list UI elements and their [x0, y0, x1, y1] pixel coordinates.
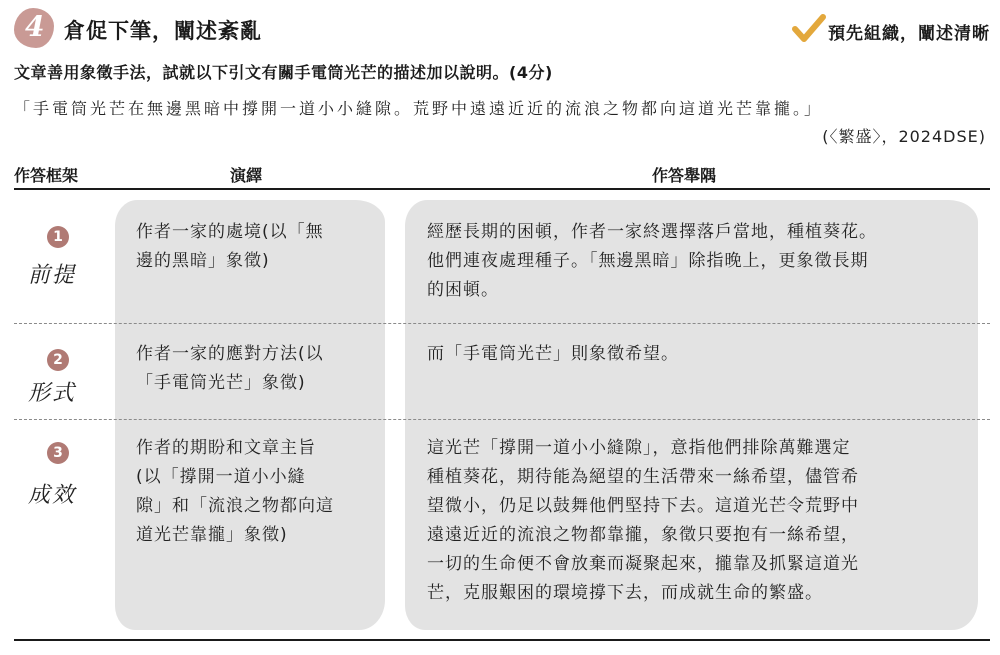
- deduction-cell: [136, 340, 324, 398]
- deduction-line: 作者一家的應對方法(以: [136, 344, 324, 364]
- example-line: 他們連夜處理種子。「無邊黑暗」除指晚上，更象徵長期: [427, 251, 869, 271]
- deduction-cell: [136, 218, 324, 276]
- row-divider: [14, 323, 990, 324]
- deduction-line: 「手電筒光芒」象徵): [136, 373, 306, 393]
- deduction-cell: [136, 434, 334, 550]
- example-line: 遠遠近近的流浪之物都靠攏，象徵只要抱有一絲希望，: [427, 525, 859, 545]
- example-cell: [427, 340, 679, 369]
- example-line: 芒，克服艱困的環境撐下去，而成就生命的繁盛。: [427, 583, 823, 603]
- row-label-premise: 前提: [28, 263, 77, 288]
- example-line: 經歷長期的困頓，作者一家終選擇落戶當地，種植葵花。: [427, 222, 877, 242]
- table-top-rule: [14, 188, 990, 190]
- section-title: 倉促下筆，闡述紊亂: [64, 18, 262, 43]
- row-number-badge: 2: [47, 349, 69, 371]
- table-bottom-rule: [14, 639, 990, 641]
- column-header-framework: 作答框架: [14, 166, 79, 185]
- quote-source: (〈繁盛〉，2024DSE): [822, 127, 986, 146]
- section-header: [14, 8, 990, 52]
- quote-text: 「手電筒光芒在無邊黑暗中撐開一道小小縫隙。荒野中遠遠近近的流浪之物都向這道光芒靠攏。」: [14, 99, 824, 118]
- section-number: 4: [25, 10, 45, 43]
- deduction-line: 邊的黑暗」象徵): [136, 251, 270, 271]
- column-header-example: 作答舉隅: [652, 166, 717, 185]
- row-label-effect: 成效: [28, 483, 77, 508]
- example-cell: [427, 434, 859, 608]
- example-line: 一切的生命便不會放棄而凝聚起來，攏靠及抓緊這道光: [427, 554, 859, 574]
- column-header-deduction: 演繹: [230, 166, 263, 185]
- deduction-line: 作者一家的處境(以「無: [136, 222, 324, 242]
- question-text: 文章善用象徵手法，試就以下引文有關手電筒光芒的描述加以說明。(4分): [14, 63, 553, 82]
- deduction-line: 道光芒靠攏」象徵): [136, 525, 288, 545]
- deduction-line: (以「撐開一道小小縫: [136, 467, 306, 487]
- section-tip: 預先組織，闡述清晰: [828, 24, 990, 44]
- row-divider: [14, 419, 990, 420]
- row-number-badge: 3: [47, 442, 69, 464]
- example-line: 望微小，仍足以鼓舞他們堅持下去。這道光芒令荒野中: [427, 496, 859, 516]
- deduction-line: 隙」和「流浪之物都向這: [136, 496, 334, 516]
- deduction-line: 作者的期盼和文章主旨: [136, 438, 316, 458]
- row-label-form: 形式: [28, 381, 77, 406]
- example-cell: [427, 218, 877, 305]
- example-line: 而「手電筒光芒」則象徵希望。: [427, 344, 679, 364]
- example-line: 這光芒「撐開一道小小縫隙」，意指他們排除萬難選定: [427, 438, 851, 458]
- row-number-badge: 1: [47, 226, 69, 248]
- check-icon: [792, 14, 826, 44]
- section-number-badge: [14, 8, 54, 48]
- example-line: 種植葵花，期待能為絕望的生活帶來一絲希望，儘管希: [427, 467, 859, 487]
- example-line: 的困頓。: [427, 280, 499, 300]
